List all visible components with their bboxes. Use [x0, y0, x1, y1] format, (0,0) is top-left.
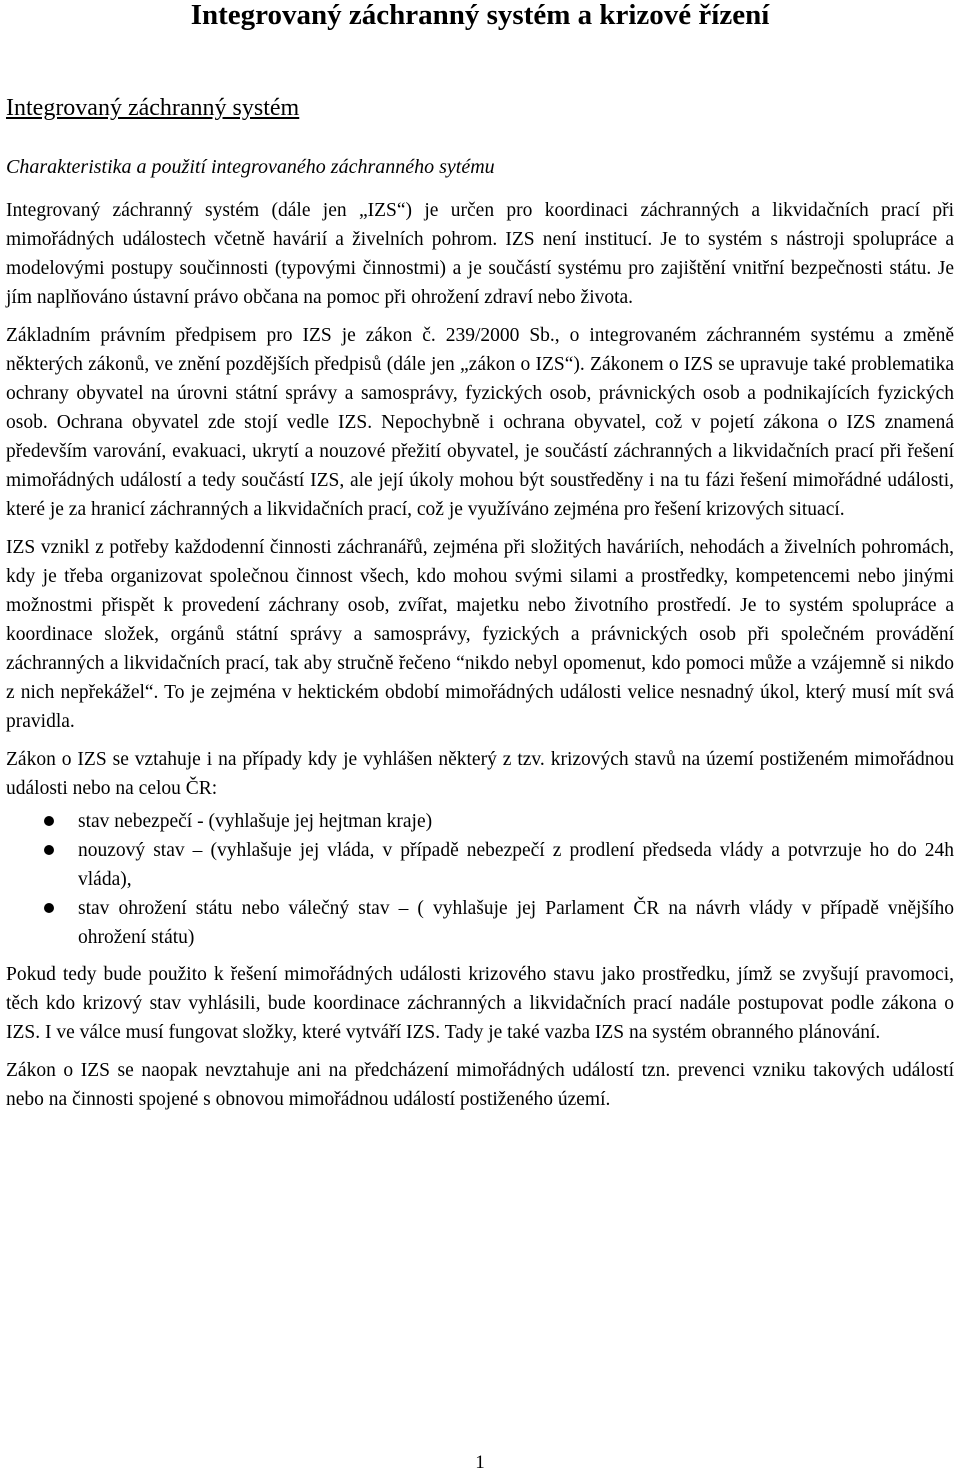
- paragraph: Základním právním předpisem pro IZS je zákon č. 239/2000 Sb., o integrovaném záchranném systému a změně některých zákonů, ve znění pozdějších předpisů (dále jen „zákon o IZS“). Zákonem o IZS se upravuje také problematika ochrany obyvatel na úrovni státní správy a samosprávy, fyzických osob, právnických osob a podnikajících fyzických osob. Ochrana obyvatel zde stojí vedle IZS. Nepochybně i ochrana obyvatel, což v pojetí zákona o IZS znamená především varování, evakuaci, ukrytí a nouzové přežití obyvatel, je součástí záchranných a likvidačních prací při řešení mimořádných událostí a tedy součástí IZS, ale její úkoly mohou být soustředěny i na tu fázi řešení mimořádné události, které je za hranicí záchranných a likvidačních prací, což je využíváno zejména pro řešení krizových situací.: [6, 325, 954, 520]
- document-body: [6, 196, 954, 1123]
- document-title: Integrovaný záchranný systém a krizové řízení: [190, 0, 770, 31]
- bullet-icon: [44, 845, 54, 855]
- list-item-text: stav ohrožení státu nebo válečný stav – ( vyhlašuje jej Parlament ČR na návrh vlády v případě vnějšího ohrožení státu): [78, 898, 954, 948]
- bullet-icon: [44, 903, 54, 913]
- list-item-text: stav nebezpečí - (vyhlašuje jej hejtman kraje): [78, 811, 433, 832]
- list-item: [6, 836, 954, 894]
- paragraph: IZS vznikl z potřeby každodenní činnosti záchranářů, zejména při složitých haváriích, nehodách a živelních pohromách, kdy je třeba organizovat společnou činnost všech, kdo mohou svými silami a prostředky, kompetencemi nebo jinými možnostmi přispět k provedení záchrany osob, zvířat, majetku nebo životního prostředí. Je to systém spolupráce a koordinace složek, orgánů státní správy a samosprávy, fyzických a právnických osob při společném provádění záchranných a likvidačních prací, tak aby stručně řečeno “nikdo nebyl opomenut, kdo pomoci může a vzájemně si nikdo z nich nepřekážel“. To je zejména v hektickém období mimořádných události velice nesnadný úkol, který musí mít svá pravidla.: [6, 537, 954, 732]
- crisis-states-list: [6, 807, 954, 952]
- paragraph: Zákon o IZS se naopak nevztahuje ani na předcházení mimořádných událostí tzn. prevenci vzniku takových událostí nebo na činnosti spojené s obnovou mimořádnou událostí postiženého území.: [6, 1060, 954, 1110]
- paragraph: Integrovaný záchranný systém (dále jen „IZS“) je určen pro koordinaci záchranných a likvidačních prací při mimořádných událostech včetně havárií a živelních pohrom. IZS není institucí. Je to systém s nástroji spolupráce a modelovými postupy součinnosti (typovými činnostmi) a je součástí systému pro zajištění vnitřní bezpečnosti státu. Je jím naplňováno ústavní právo občana na pomoc při ohrožení zdraví nebo života.: [6, 200, 954, 308]
- list-item-text: nouzový stav – (vyhlašuje jej vláda, v případě nebezpečí z prodlení předseda vlády a potvrzuje ho do 24h vláda),: [78, 840, 954, 890]
- list-item: [6, 807, 954, 836]
- subsection-heading: Charakteristika a použití integrovaného záchranného sytému: [6, 156, 495, 178]
- page-number: 1: [475, 1452, 485, 1473]
- paragraph: Pokud tedy bude použito k řešení mimořádných události krizového stavu jako prostředku, jímž se zvyšují pravomoci, těch kdo krizový stav vyhlásili, bude koordinace záchranných a likvidačních prací nadále postupovat podle zákona o IZS. I ve válce musí fungovat složky, které vytváří IZS. Tady je také vazba IZS na systém obranného plánování.: [6, 964, 954, 1043]
- section-heading: Integrovaný záchranný systém: [6, 95, 300, 121]
- bullet-icon: [44, 816, 54, 826]
- list-item: [6, 894, 954, 952]
- paragraph: Zákon o IZS se vztahuje i na případy kdy je vyhlášen některý z tzv. krizových stavů na území postiženém mimořádnou události nebo na celou ČR:: [6, 749, 954, 799]
